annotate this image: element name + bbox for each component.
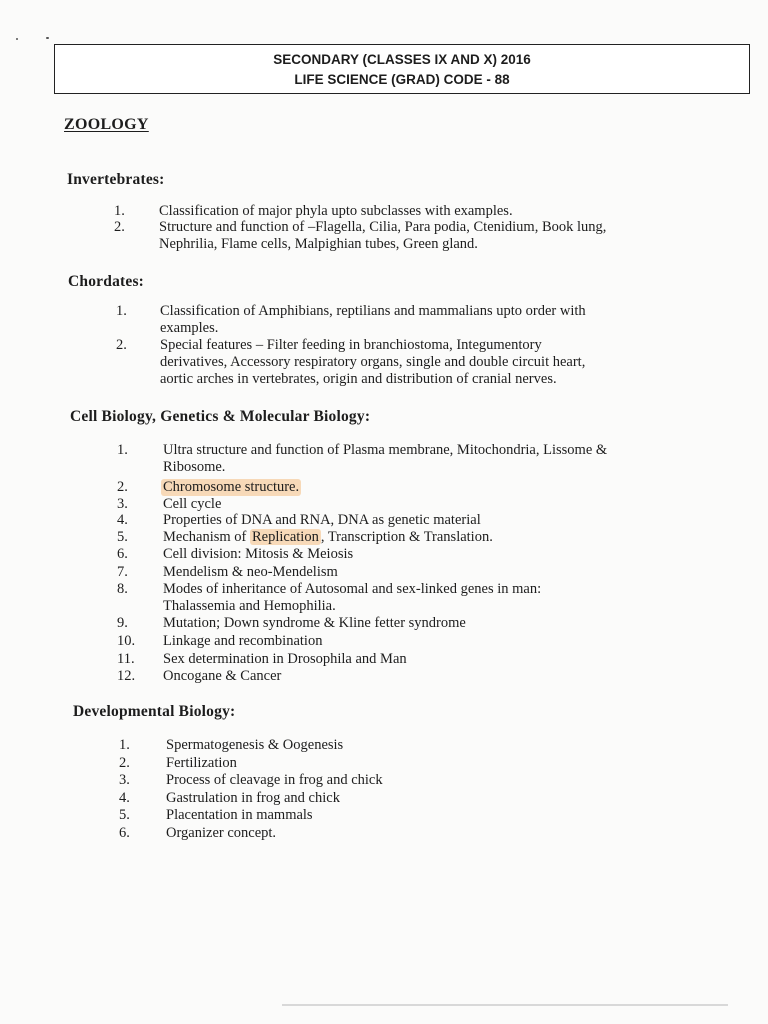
item-number: 2.	[116, 337, 127, 353]
header-line-1: SECONDARY (CLASSES IX AND X) 2016	[273, 52, 531, 67]
item-number: 11.	[117, 651, 135, 667]
item-text: Linkage and recombination	[163, 633, 323, 649]
list-item	[117, 442, 717, 476]
item-number: 6.	[119, 825, 130, 841]
list-item	[119, 755, 719, 772]
list-item	[117, 615, 717, 632]
item-text-line: Thalassemia and Hemophilia.	[163, 598, 336, 614]
item-text-line: aortic arches in vertebrates, origin and distribution of cranial nerves.	[160, 371, 557, 387]
list-item	[119, 737, 719, 754]
list-item	[119, 807, 719, 824]
item-number: 4.	[117, 512, 128, 528]
list-item	[117, 668, 717, 685]
item-text: Classification of major phyla upto subclasses with examples.	[159, 203, 513, 219]
item-number: 2.	[117, 479, 128, 495]
list-item	[114, 203, 714, 220]
item-text-pre: Mechanism of	[163, 529, 250, 545]
item-number: 4.	[119, 790, 130, 806]
item-text: Fertilization	[166, 755, 237, 771]
item-number: 3.	[119, 772, 130, 788]
scan-speck	[46, 37, 49, 39]
section-title-cell-biology: Cell Biology, Genetics & Molecular Biology:	[70, 408, 371, 425]
item-text	[163, 529, 717, 546]
item-number: 5.	[117, 529, 128, 545]
scan-speck	[16, 38, 18, 40]
list-item	[119, 825, 719, 842]
list-item	[119, 772, 719, 789]
item-text: Cell cycle	[163, 496, 222, 512]
header-line-2: LIFE SCIENCE (GRAD) CODE - 88	[294, 72, 510, 87]
document-header	[54, 44, 750, 94]
item-text-post: , Transcription & Translation.	[320, 529, 493, 545]
item-number: 6.	[117, 546, 128, 562]
section-title-chordates: Chordates:	[68, 273, 145, 290]
item-number: 7.	[117, 564, 128, 580]
list-item	[117, 529, 717, 546]
list-item	[117, 581, 717, 615]
item-number: 9.	[117, 615, 128, 631]
item-text: Properties of DNA and RNA, DNA as genetic material	[163, 512, 481, 528]
section-title-invertebrates: Invertebrates:	[67, 171, 165, 188]
section-title-developmental-biology: Developmental Biology:	[73, 703, 236, 720]
item-text: Mendelism & neo-Mendelism	[163, 564, 338, 580]
item-number: 1.	[117, 442, 128, 458]
item-text: Process of cleavage in frog and chick	[166, 772, 383, 788]
item-number: 3.	[117, 496, 128, 512]
item-text-line: Nephrilia, Flame cells, Malpighian tubes, Green gland.	[159, 236, 478, 252]
item-text: Mutation; Down syndrome & Kline fetter syndrome	[163, 615, 466, 631]
item-text-line: Modes of inheritance of Autosomal and sex-linked genes in man:	[163, 581, 542, 597]
item-text-line: Ultra structure and function of Plasma membrane, Mitochondria, Lissome &	[163, 442, 608, 458]
item-number: 10.	[117, 633, 136, 649]
item-text-line: Classification of Amphibians, reptilians and mammalians upto order with	[160, 303, 586, 319]
item-text: Organizer concept.	[166, 825, 277, 841]
item-text-line: Structure and function of –Flagella, Cilia, Para podia, Ctenidium, Book lung,	[159, 219, 607, 235]
item-text: Sex determination in Drosophila and Man	[163, 651, 407, 667]
item-number: 12.	[117, 668, 136, 684]
list-item	[117, 633, 717, 650]
item-text-line: derivatives, Accessory respiratory organs, single and double circuit heart,	[160, 354, 586, 370]
item-text: Placentation in mammals	[166, 807, 313, 823]
highlighted-text: Replication	[251, 529, 319, 545]
list-item	[119, 790, 719, 807]
item-number: 5.	[119, 807, 130, 823]
list-item	[117, 479, 717, 496]
item-number: 1.	[119, 737, 130, 753]
list-item	[117, 496, 717, 513]
list-item	[116, 303, 716, 337]
item-text: Oncogane & Cancer	[163, 668, 282, 684]
list-item	[116, 337, 716, 388]
item-text: Spermatogenesis & Oogenesis	[166, 737, 344, 753]
item-text-line: examples.	[160, 320, 219, 336]
item-number: 2.	[119, 755, 130, 771]
scan-edge-line	[282, 1004, 728, 1006]
item-text: Cell division: Mitosis & Meiosis	[163, 546, 354, 562]
item-number: 1.	[114, 203, 125, 219]
item-text-line: Special features – Filter feeding in branchiostoma, Integumentory	[160, 337, 542, 353]
item-number: 8.	[117, 581, 128, 597]
item-number: 2.	[114, 219, 125, 235]
item-text-line: Ribosome.	[163, 459, 226, 475]
list-item	[117, 564, 717, 581]
list-item	[117, 546, 717, 563]
item-number: 1.	[116, 303, 127, 319]
list-item	[114, 219, 714, 253]
list-item	[117, 651, 717, 668]
item-text: Gastrulation in frog and chick	[166, 790, 340, 806]
list-item	[117, 512, 717, 529]
highlighted-text: Chromosome structure.	[163, 479, 300, 495]
page-title: ZOOLOGY	[64, 116, 149, 133]
